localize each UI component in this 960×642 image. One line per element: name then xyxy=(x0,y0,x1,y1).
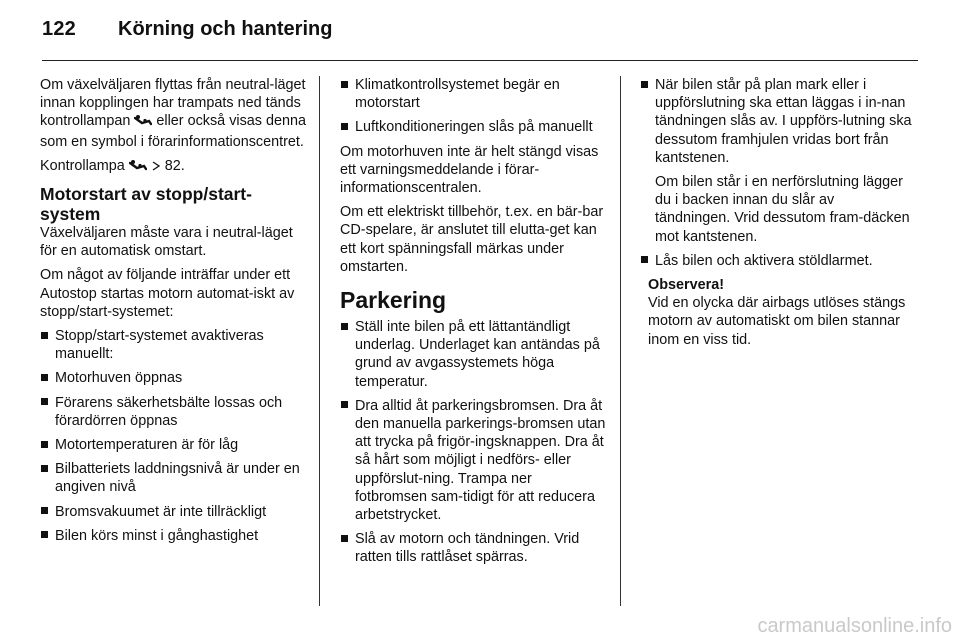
page-number: 122 xyxy=(42,18,76,40)
section-heading-parking: Parkering xyxy=(340,287,447,314)
header-rule xyxy=(42,60,918,61)
bullet-list xyxy=(40,327,306,545)
list-item: Motortemperaturen är för låg xyxy=(40,436,306,454)
list-item: Stopp/start-systemet avaktiveras manuellt: xyxy=(40,327,306,363)
page-reference-icon xyxy=(151,159,161,177)
warning-lamp-icon xyxy=(129,159,147,177)
column-divider-2 xyxy=(620,76,621,606)
list-item: Luftkonditioneringen slås på manuellt xyxy=(340,118,606,136)
list-item: Ställ inte bilen på ett lättantändligt underlag. Underlaget kan antändas på grund av avgassystemets höga temperatur. xyxy=(340,318,606,391)
reference-page: 82. xyxy=(164,157,185,174)
bullet-list xyxy=(340,318,606,567)
paragraph: Om motorhuven inte är helt stängd visas ett varningsmeddelande i förar-informationscentralen. xyxy=(340,143,599,197)
list-item: När bilen står på plan mark eller i uppförslutning ska ettan läggas i in-nan tändningen slås av. I uppförs-lutning ska dessutom framhjulen vridas bort från kantstenen. xyxy=(640,76,912,167)
column-3 xyxy=(640,76,912,349)
note-title: Observera! xyxy=(648,277,724,294)
list-item: Lås bilen och aktivera stöldlarmet. xyxy=(640,252,912,270)
column-divider-1 xyxy=(319,76,320,606)
intro-text-a: Om växelväljaren flyttas från neutral-läget innan kopplingen har trampats ned tänds kontrollampan xyxy=(40,77,306,130)
list-item: Bromsvakuumet är inte tillräckligt xyxy=(40,503,306,521)
paragraph: Om ett elektriskt tillbehör, t.ex. en bär-bar CD-spelare, är anslutet till elutta-get kan ett kort spänningsfall märkas under omstarten. xyxy=(340,204,604,275)
list-item: Bilen körs minst i gånghastighet xyxy=(40,527,306,545)
intro-paragraph xyxy=(40,76,306,151)
bullet-list xyxy=(640,252,912,270)
section-heading-stop-start: Motorstart av stopp/start-system xyxy=(40,184,252,225)
list-item: Dra alltid åt parkeringsbromsen. Dra åt den manuella parkerings-bromsen utan att trycka på frigör-ingsknappen. Dra åt så hårt som möjligt i nedförs- eller uppförslut-ning. Trampa ner fotbromsen sam-tidigt för att reducera arbetstrycket. xyxy=(340,397,606,524)
note-box xyxy=(640,276,912,349)
paragraph: Växelväljaren måste vara i neutral-läget för en automatisk omstart. xyxy=(40,225,293,260)
list-item: Bilbatteriets laddningsnivå är under en angiven nivå xyxy=(40,460,306,496)
watermark: carmanualsonline.info xyxy=(757,615,952,637)
bullet-list xyxy=(640,76,912,167)
intro-text-b: eller också visas denna som en symbol i förarinformationscentret. xyxy=(40,113,306,150)
reference-label: Kontrollampa xyxy=(40,157,125,174)
sub-paragraph: Om bilen står i en nerförslutning lägger du i backen innan du slår av tändningen. Vrid dessutom fram-däcken mot kantstenen. xyxy=(655,174,910,245)
list-item: Slå av motorn och tändningen. Vrid ratten tills rattlåset spärras. xyxy=(340,530,606,566)
column-2 xyxy=(340,76,606,573)
note-text: Vid en olycka där airbags utlöses stängs motorn av automatiskt om bilen stannar inom en viss tid. xyxy=(648,295,906,348)
paragraph: Om något av följande inträffar under ett Autostop startas motorn automat-iskt av stopp/start-systemet: xyxy=(40,267,295,320)
list-item: Klimatkontrollsystemet begär en motorstart xyxy=(340,76,606,112)
list-item: Förarens säkerhetsbälte lossas och förardörren öppnas xyxy=(40,394,306,430)
warning-lamp-icon xyxy=(134,114,152,132)
column-1 xyxy=(40,76,306,551)
bullet-list xyxy=(340,76,606,137)
page-title: Körning och hantering xyxy=(118,18,333,40)
page-header xyxy=(0,0,960,62)
reference-paragraph xyxy=(40,157,306,177)
list-item: Motorhuven öppnas xyxy=(40,369,306,387)
